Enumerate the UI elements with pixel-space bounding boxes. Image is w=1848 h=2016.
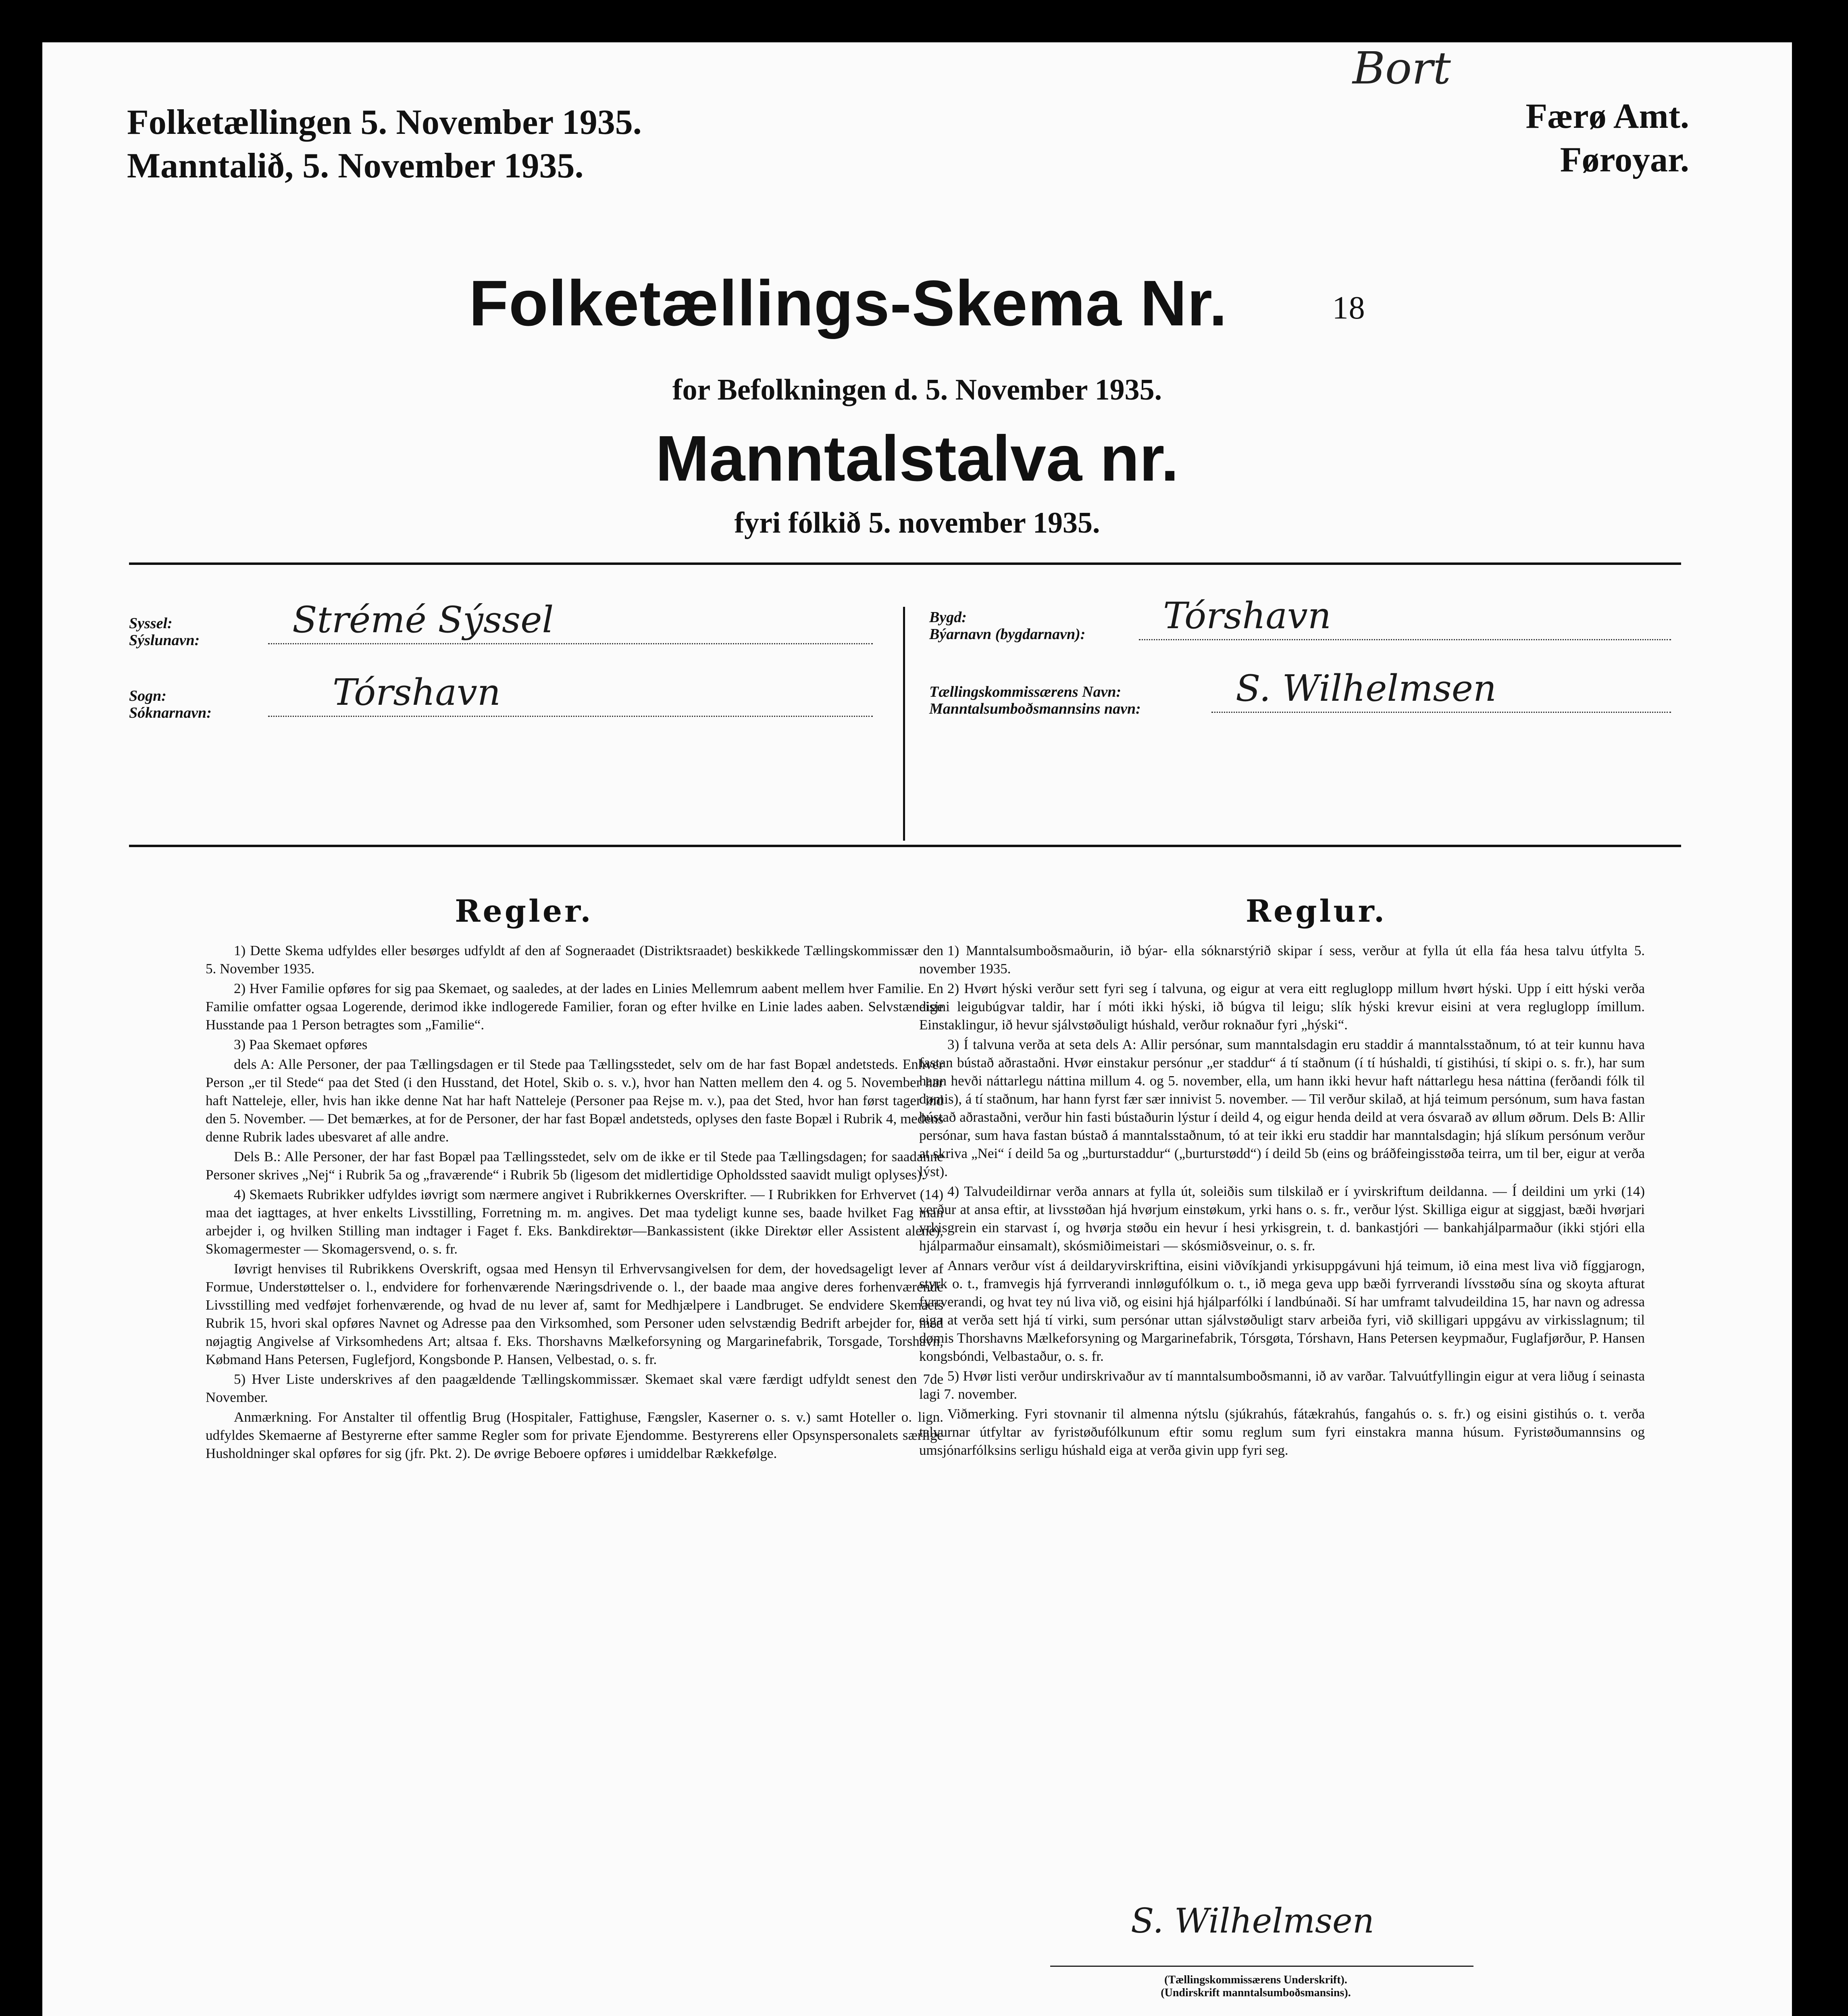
reglur-paragraph-4b: Annars verður víst á deildaryvirskriftina, eisini viðvíkjandi yrkisuppgávuni hjá teimum, ið eina mest liva við fíggjarogn, styrk o. t., framvegis hjá fyrrverandi innløgufólkum o. t., ið mega geva upp bæði fyrrverandi lívsstøðu sína og skoyta afturat fyrrverandi, og hvat tey nú liva við, og eisini hjá hjálparfólki í landbúnaði. Sí har umframt talvudeildina 15, har navn og adressa eiga at verða sett hjá tí virki, sum persónar uttan sjálvstøðuligt starv arbeiða fyri, við skilligari uppgávu av virkisslagnum; til dømis Thorshavns Mælkeforsyning og Margarinefabrik, Tórsgøta, Tórshavn, Hans Petersen keypmaður, Fuglafjørður, P. Hansen kongsbóndi, Velbastaður, o. s. fr. bbox=[919, 1258, 1645, 1364]
regler-column bbox=[206, 941, 943, 1464]
syssel-label-fo: Sýslunavn: bbox=[129, 632, 200, 649]
bygd-field[interactable] bbox=[1139, 595, 1671, 640]
kommissaer-label-da: Tællingskommissærens Navn: bbox=[929, 683, 1122, 700]
regler-paragraph-5: 5) Hver Liste underskrives af den paagældende Tællingskommissær. Skemaet skal være færdigt udfyldt senest den 7de November. bbox=[206, 1371, 943, 1405]
reglur-paragraph-1: 1) Manntalsumboðsmaðurin, ið býar- ella sóknarstýrið skipar í sess, verður at fylla út ella fáa hesa talvu útfylta 5. november 1935. bbox=[919, 943, 1645, 977]
syssel-value: Strémé Sýssel bbox=[292, 599, 554, 641]
kommissaer-field[interactable] bbox=[1211, 667, 1671, 713]
bygd-value: Tórshavn bbox=[1163, 595, 1331, 637]
form-number: 18 bbox=[1332, 290, 1365, 326]
header-left-line2: Manntalið, 5. November 1935. bbox=[127, 146, 584, 185]
regler-title: Regler. bbox=[455, 893, 593, 929]
header-right-line2: Føroyar. bbox=[1560, 140, 1689, 179]
sogn-field[interactable] bbox=[268, 671, 873, 717]
regler-paragraph-6: Anmærkning. For Anstalter til offentlig Brug (Hospitaler, Fattighuse, Fængsler, Kaserner o. s. v.) samt Hoteller o. lign. udfyldes Skemaerne af Bestyrerne efter samme Regler som for private Ejendomme. Bestyrerens eller Opsynspersonalets særlige Husholdninger skal opføres for sig (jfr. Pkt. 2). De øvrige Beboere opføres i umiddelbar Rækkefølge. bbox=[206, 1409, 943, 1461]
regler-paragraph-3: 3) Paa Skemaet opføres bbox=[234, 1037, 368, 1052]
syssel-field[interactable] bbox=[268, 599, 873, 644]
sogn-label-da: Sogn: bbox=[129, 687, 166, 704]
signature-caption-da: (Tællingskommissærens Underskrift). bbox=[1164, 1974, 1347, 1986]
bygd-label bbox=[929, 609, 1085, 643]
form-subtitle: for Befolkningen d. 5. November 1935. bbox=[672, 373, 1162, 406]
bygd-label-da: Bygd: bbox=[929, 609, 967, 626]
header-right bbox=[1525, 95, 1689, 182]
regler-paragraph-3a: dels A: Alle Personer, der paa Tællingsdagen er til Stede paa Tællingsstedet, selv om de har fast Bopæl andetsteds. Enhver Person „er til Stede“ paa det Sted (i den Husstand, det Hotel, Skib o. s. v.), hvor han Natten mellem den 4. og 5. November har haft Natteleje, eller, hvis han ikke denne Nat har haft Natteleje (Personer paa Rejse m. v.), paa det Sted, hvor han først tager ind den 5. November. — Det bemærkes, at for de Personer, der har fast Bopæl andetsteds, oplyses den faste Bopæl i Rubrik 4, medens denne Rubrik lades ubesvaret af alle andre. bbox=[206, 1056, 943, 1145]
reglur-title: Reglur. bbox=[1245, 893, 1387, 929]
form-title-faroese: Manntalstalva nr. bbox=[655, 422, 1179, 494]
reglur-paragraph-4: 4) Talvudeildirnar verða annars at fylla út, soleiðis sum tilskilað er í yvirskriftum deildanna. — Í deildini um yrki (14) verður at ansa eftir, at livsstøðan hjá hvørjum einstøkum, yrki hans o. s. fr., verður lýst. Skilliga eigur at siggjast, bæði hvørjari yrkisgrein ein starvast í, og hvørja støðu ein hevur í hesi yrkisgrein, t. d. bankastjóri — bankahjálparmaður (ikki stjóri ella hjálparmaður einsamalt), skósmiðimeistari — skósmiðsveinur, o. s. fr. bbox=[919, 1183, 1645, 1254]
signature-caption-fo: (Undirskrift manntalsumboðsmansins). bbox=[1161, 1987, 1351, 1999]
signature-line bbox=[1050, 1966, 1473, 1967]
syssel-label bbox=[129, 615, 200, 649]
signature: S. Wilhelmsen bbox=[1131, 1901, 1374, 1941]
header-left-line1: Folketællingen 5. November 1935. bbox=[127, 103, 642, 142]
regler-paragraph-3b: Dels B.: Alle Personer, der har fast Bopæl paa Tællingsstedet, selv om de ikke er til Stede paa Tællingsdagen; for saadanne Personer skrives „Nej“ i Rubrik 5a og „fraværende“ i Rubrik 5b (ligesom det midlertidige Opholdssted saavidt muligt oplyses). bbox=[206, 1149, 943, 1183]
reglur-paragraph-6: Viðmerking. Fyri stovnanir til almenna nýtslu (sjúkrahús, fátækrahús, fangahús o. s. fr.) og eisini gistihús o. t. verða talvurnar útfyltar av fyristøðufólkunum eftir somu reglum sum fyri einstakra manna húsum. Fyristøðumannsins og umsjónarfólksins serligu húshald eiga at verða givin upp fyri seg. bbox=[919, 1406, 1645, 1458]
kommissaer-value: S. Wilhelmsen bbox=[1236, 667, 1496, 710]
reglur-column bbox=[919, 941, 1645, 1461]
reglur-paragraph-5: 5) Hvør listi verður undirskrivaður av tí manntalsumboðsmanni, ið av varðar. Talvuútfyllingin eigur at vera liðug í seinasta lagi 7. november. bbox=[919, 1368, 1645, 1402]
fields-vertical-divider bbox=[903, 607, 905, 841]
form-title-main: Folketællings-Skema Nr. bbox=[469, 267, 1228, 339]
kommissaer-label bbox=[929, 683, 1141, 717]
sogn-label bbox=[129, 687, 212, 721]
signature-caption bbox=[1074, 1974, 1437, 1999]
corner-handwriting: Bort bbox=[1353, 42, 1451, 94]
reglur-paragraph-2: 2) Hvørt hýski verður sett fyri seg í talvuna, og eigur at vera eitt regluglopp millum hvørt hýski. Upp í eitt hýski verða eisini leigubúgvar taldir, har í móti ikki hýski, ið búgva til leigu; slík hýski krevur eisini at vera regluglopp ímillum. Einstaklingur, ið hevur sjálvstøðuligt húshald, verður roknaður fyri „hýski“. bbox=[919, 981, 1645, 1033]
header-right-line1: Færø Amt. bbox=[1525, 97, 1689, 136]
sogn-value: Tórshavn bbox=[333, 671, 501, 714]
sogn-label-fo: Sóknarnavn: bbox=[129, 704, 212, 721]
form-title bbox=[42, 266, 1792, 340]
regler-paragraph-1: 1) Dette Skema udfyldes eller besørges udfyldt af den af Sogneraadet (Distriktsraadet) beskikkede Tællingskommissær den 5. November 1935. bbox=[206, 943, 943, 977]
syssel-label-da: Syssel: bbox=[129, 615, 173, 632]
top-divider bbox=[129, 562, 1681, 565]
regler-paragraph-2: 2) Hver Familie opføres for sig paa Skemaet, og saaledes, at der lades en Linies Mellemrum aabent mellem hver Familie. En Familie omfatter ogsaa Logerende, derimod ikke indlogerede Familier, foran og efter hvilke en Linie lades aaben. Selvstændige Husstande paa 1 Person betragtes som „Familie“. bbox=[206, 981, 943, 1033]
regler-paragraph-4: 4) Skemaets Rubrikker udfyldes iøvrigt som nærmere angivet i Rubrikkernes Overskrifter. — I Rubrikken for Erhvervet (14) maa det iagttages, at hver enkelts Livsstilling, Forretning m. m. angives. Det maa tydeligt kunne ses, baade hvilket Fag man arbejder i, og hvilken Stilling man indtager i Faget f. Eks. Bankdirektør—Bankassistent (ikke Direktør eller Assistent alene), Skomagermester — Skomagersvend, o. s. fr. bbox=[206, 1187, 943, 1257]
bygd-label-fo: Býarnavn (bygdarnavn): bbox=[929, 626, 1086, 643]
census-form-sheet bbox=[42, 42, 1792, 2016]
kommissaer-label-fo: Manntalsumboðsmannsins navn: bbox=[929, 700, 1141, 717]
reglur-paragraph-3: 3) Í talvuna verða at seta dels A: Allir persónar, sum manntalsdagin eru staddir á manntalsstaðnum, tó at teir kunnu hava fastan bústað aðrastaðni. Hvør einstakur persónur „er staddur“ á tí staðnum (í tí húshaldi, tí gistihúsi, tí skipi o. s. fr.), har sum hann hevði náttarlegu náttina millum 4. og 5. november, ella, um hann ikki hevur haft náttarlegu hesa náttina (ferðandi fólk til dømis), á tí staðnum, har hann fyrst fær sær innivist 5. november. — Til verður skilað, at hjá teimum persónum, sum hava fastan bústað aðrastaðni, verður hin fasti bústaðurin lýstur í deild 4, og eigur henda deild at vera ósvarað av øllum øðrum. Dels B: Allir persónar, sum hava fastan bústað á manntalsstaðnum, tó at teir ikki eru staddir har manntalsdagin; hjá slíkum persónum verður at skriva „Nei“ í deild 5a og „burturstaddur“ („burturstødd“) í deild 5b (eins og bráðfeingisstøða teirra, um til ber, eigur at verða lýst). bbox=[919, 1037, 1645, 1179]
form-subtitle-faroese: fyri fólkið 5. november 1935. bbox=[734, 506, 1100, 539]
regler-paragraph-4b: Iøvrigt henvises til Rubrikkens Overskrift, ogsaa med Hensyn til Erhvervsangivelsen for dem, der hovedsageligt lever af Formue, Understøttelser o. l., endvidere for forhenværende Næringsdrivende o. l., der baade maa angive deres forhenværende Livsstilling med vedføjet forhenværende, og hvad de nu lever af, samt for Medhjælpere i Landbruget. Se endvidere Skemaets Rubrik 15, hvori skal opføres Navnet og Adresse paa den Virksomhed, som Personer uden selvstændig Bedrift arbejder for, med nøjagtig Angivelse af Virksomhedens Art; altsaa f. Eks. Thorshavns Mælkeforsyning og Margarinefabrik, Torsgade, Torshavn, Købmand Hans Petersen, Fuglefjord, Kongsbonde P. Hansen, Velbestad, o. s. fr. bbox=[206, 1261, 943, 1367]
bottom-divider bbox=[129, 845, 1681, 847]
header-left bbox=[127, 101, 642, 188]
